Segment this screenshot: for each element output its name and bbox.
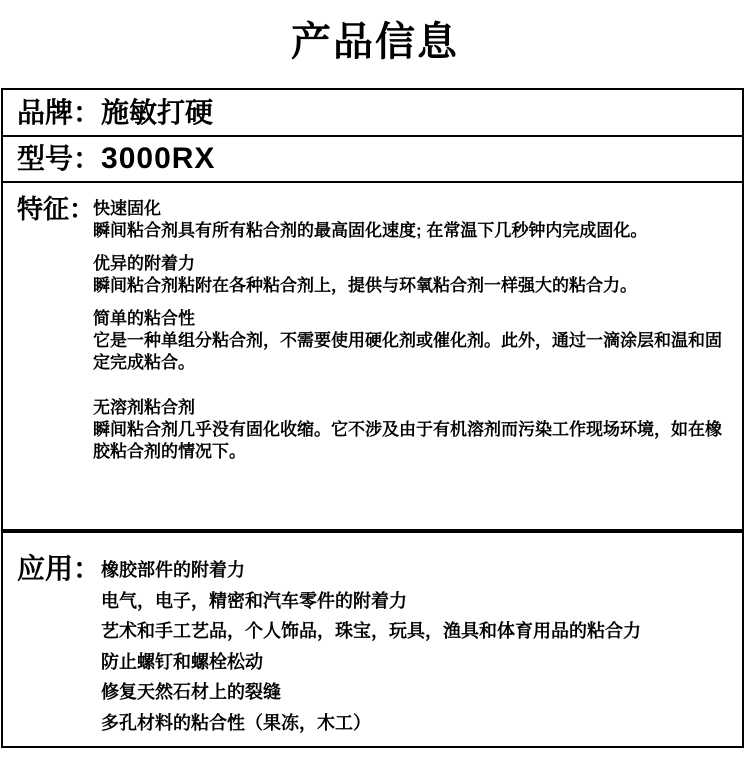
applications-table <box>1 531 744 748</box>
application-item: 防止螺钉和螺栓松动 <box>101 651 263 672</box>
feature-body: 它是一种单组分粘合剂，不需要使用硬化剂或催化剂。此外，通过一滴涂层和温和固定完成粘合。 <box>93 331 722 372</box>
product-info-table <box>1 88 744 531</box>
application-item: 艺术和手工艺品，个人饰品，珠宝，玩具，渔具和体育用品的粘合力 <box>101 621 641 641</box>
feature-paragraph <box>93 397 732 463</box>
feature-heading: 简单的粘合性 <box>93 309 195 328</box>
model-value: 3000RX <box>101 142 216 175</box>
application-item: 电气，电子，精密和汽车零件的附着力 <box>101 590 407 611</box>
model-label: 型号： <box>17 143 102 174</box>
brand-value: 施敏打硬 <box>101 97 214 128</box>
features-label: 特征： <box>17 194 96 224</box>
features-content <box>93 196 732 474</box>
applications-label: 应用： <box>17 553 102 584</box>
page-title: 产品信息 <box>291 20 459 64</box>
feature-paragraph <box>93 253 732 297</box>
feature-heading: 快速固化 <box>93 199 161 218</box>
feature-paragraph <box>93 198 732 242</box>
application-item: 修复天然石材上的裂缝 <box>101 682 281 702</box>
application-item: 橡胶部件的附着力 <box>101 560 245 580</box>
applications-list <box>101 553 641 738</box>
feature-body: 瞬间粘合剂几乎没有固化收缩。它不涉及由于有机溶剂而污染工作现场环境，如在橡胶粘合剂的情况下。 <box>93 420 722 461</box>
application-item: 多孔材料的粘合性（果冻，木工） <box>101 712 371 733</box>
feature-body: 瞬间粘合剂粘附在各种粘合剂上，提供与环氧粘合剂一样强大的粘合力。 <box>93 276 637 295</box>
applications-row <box>3 533 742 746</box>
model-row <box>3 137 742 183</box>
feature-heading: 无溶剂粘合剂 <box>93 398 195 417</box>
brand-row <box>3 90 742 137</box>
features-row <box>3 183 742 529</box>
feature-paragraph <box>93 308 732 374</box>
feature-heading: 优异的附着力 <box>93 254 195 273</box>
feature-body: 瞬间粘合剂具有所有粘合剂的最高固化速度; 在常温下几秒钟内完成固化。 <box>93 221 648 240</box>
brand-label: 品牌： <box>17 97 102 128</box>
